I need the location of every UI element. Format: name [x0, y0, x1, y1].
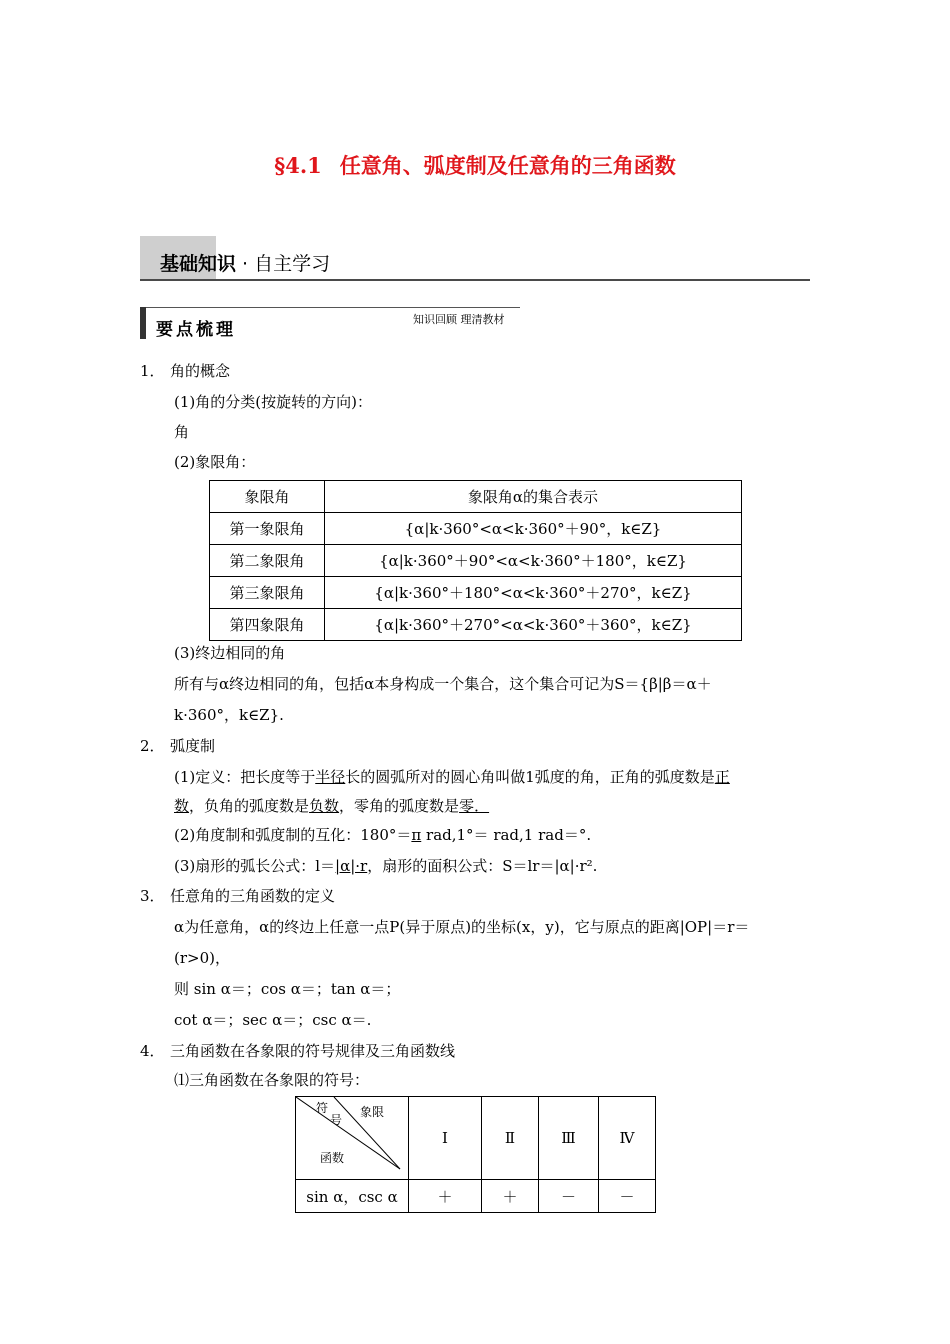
s3-line4: cot α＝；sec α＝；csc α＝.	[174, 1011, 372, 1029]
heading-number: 3．	[140, 887, 165, 905]
diag-label: 号	[330, 1113, 343, 1127]
section-title: 要点梳理	[156, 320, 236, 340]
banner-rule	[140, 279, 810, 281]
diagonal-header-cell	[296, 1097, 409, 1180]
diag-label: 符	[316, 1101, 329, 1115]
s3-line3: 则 sin α＝；cos α＝；tan α＝；	[174, 980, 401, 998]
table-cell: {α|k·360°＋90°<α<k·360°＋180°，k∈Z}	[325, 545, 742, 577]
table-cell: {α|k·360°<α<k·360°＋90°，k∈Z}	[325, 513, 742, 545]
table-row	[210, 609, 742, 641]
sign-cell: ＋	[482, 1180, 539, 1213]
s3-line1: α为任意角，α的终边上任意一点P(异于原点)的坐标(x，y)，它与原点的距离|OP|＝r＝	[174, 918, 750, 936]
function-label: sin α，csc α	[296, 1180, 409, 1213]
quadrant-header: Ⅰ	[409, 1097, 482, 1180]
text-run: ，扇形的面积公式：S＝lr＝|α|·r².	[367, 857, 598, 875]
table-cell: 第二象限角	[210, 545, 325, 577]
table-row	[210, 577, 742, 609]
section-number: §4.1	[274, 153, 322, 178]
s2-line1	[174, 766, 730, 787]
s1-p2: 角	[174, 423, 190, 441]
heading-number: 2．	[140, 737, 165, 755]
table-header-row	[296, 1097, 656, 1180]
s1-p3: (2)象限角：	[174, 453, 256, 471]
table-header: 象限角α的集合表示	[325, 481, 742, 513]
answer-blank: 零．	[459, 797, 490, 815]
diagonal-lines	[296, 1097, 408, 1179]
table-cell: 第四象限角	[210, 609, 325, 641]
section-rule	[146, 307, 520, 308]
table-row	[210, 545, 742, 577]
s1-p5: 所有与α终边相同的角，包括α本身构成一个集合，这个集合可记为S＝{β|β＝α＋	[174, 675, 712, 693]
s1-p6: k·360°，k∈Z}.	[174, 706, 284, 724]
table-row	[210, 513, 742, 545]
quadrant-angle-table	[209, 480, 742, 641]
heading-1	[140, 360, 230, 381]
s1-p1: (1)角的分类(按旋转的方向)：	[174, 393, 372, 411]
diag-label: 函数	[320, 1151, 345, 1165]
sign-cell: －	[539, 1180, 599, 1213]
s4-p1: ⑴三角函数在各象限的符号：	[174, 1071, 370, 1089]
heading-number: 1．	[140, 362, 165, 380]
answer-blank: |α|·r	[335, 857, 368, 875]
s2-line2	[174, 795, 489, 816]
text-run: rad,1°＝ rad,1 rad＝°.	[421, 826, 592, 844]
banner-rest: · 自主学习	[236, 253, 331, 275]
text-run: 长的圆弧所对的圆心角叫做1弧度的角，正角的弧度数是	[345, 768, 715, 786]
table-cell: 第三象限角	[210, 577, 325, 609]
banner-heading	[160, 249, 330, 276]
table-header-row	[210, 481, 742, 513]
heading-3	[140, 885, 335, 906]
heading-text: 三角函数在各象限的符号规律及三角函数线	[170, 1042, 456, 1060]
text-run: ，负角的弧度数是	[189, 797, 310, 815]
heading-text: 弧度制	[170, 737, 216, 755]
table-header: 象限角	[210, 481, 325, 513]
text-run: (1)定义：把长度等于	[174, 768, 316, 786]
banner-strong: 基础知识	[160, 253, 237, 275]
quadrant-header: Ⅱ	[482, 1097, 539, 1180]
table-cell: 第一象限角	[210, 513, 325, 545]
s2-line3	[174, 824, 591, 845]
heading-2	[140, 735, 215, 756]
text-run: (3)扇形的弧长公式：l＝	[174, 857, 336, 875]
s1-p4: (3)终边相同的角	[174, 644, 286, 662]
title-text: 任意角、弧度制及任意角的三角函数	[339, 153, 676, 178]
answer-blank: 数	[174, 797, 190, 815]
section-subtitle: 知识回顾 理清教材	[413, 313, 505, 326]
s2-line4	[174, 855, 597, 876]
answer-blank: 负数	[309, 797, 340, 815]
sign-table	[295, 1096, 656, 1213]
s3-line2: (r>0)，	[174, 949, 230, 967]
page-title	[0, 150, 950, 180]
diag-label: 象限	[360, 1105, 385, 1119]
answer-blank: 半径	[315, 768, 346, 786]
answer-blank: 正	[714, 768, 730, 786]
table-cell: {α|k·360°＋180°<α<k·360°＋270°，k∈Z}	[325, 577, 742, 609]
quadrant-header: Ⅳ	[599, 1097, 656, 1180]
section-bar	[140, 307, 146, 339]
answer-blank: π	[411, 826, 422, 844]
text-run: ，零角的弧度数是	[339, 797, 460, 815]
heading-number: 4．	[140, 1042, 165, 1060]
heading-text: 任意角的三角函数的定义	[170, 887, 336, 905]
text-run: (2)角度制和弧度制的互化：180°＝	[174, 826, 412, 844]
sign-cell: －	[599, 1180, 656, 1213]
heading-4	[140, 1040, 455, 1061]
table-cell: {α|k·360°＋270°<α<k·360°＋360°，k∈Z}	[325, 609, 742, 641]
heading-text: 角的概念	[170, 362, 231, 380]
sign-cell: ＋	[409, 1180, 482, 1213]
table-row	[296, 1180, 656, 1213]
quadrant-header: Ⅲ	[539, 1097, 599, 1180]
